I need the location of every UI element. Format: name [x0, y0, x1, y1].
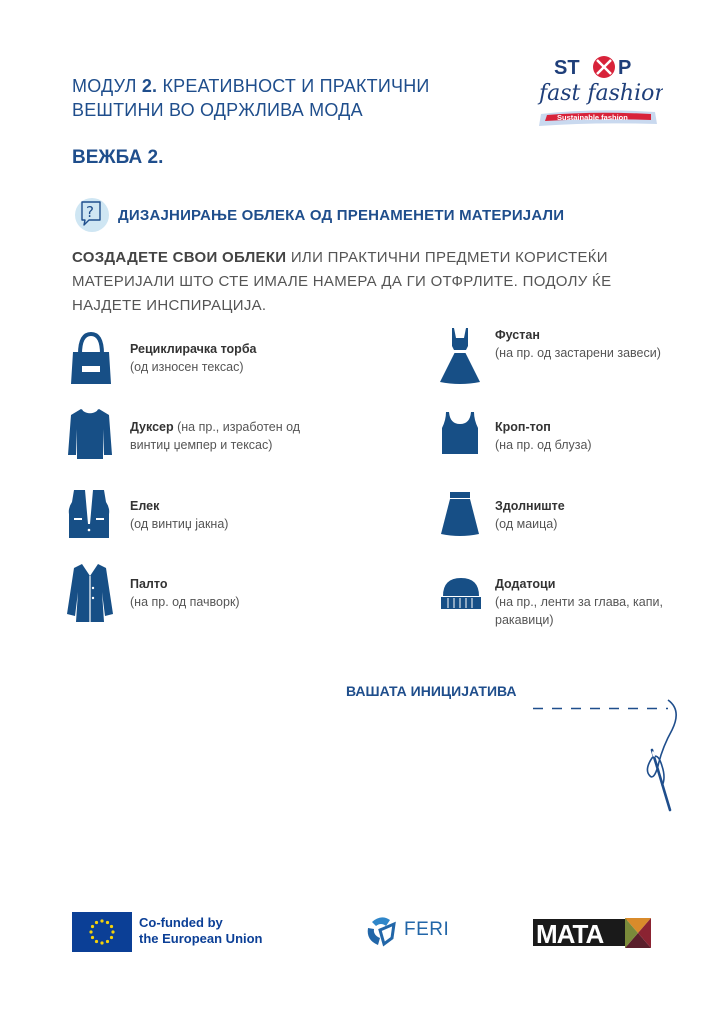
item-vest: Елек (од винтиџ јакна)	[130, 499, 229, 531]
section-title: ДИЗАЈНИРАЊЕ ОБЛЕКА ОД ПРЕНАМЕНЕТИ МАТЕРИЈАЛИ	[118, 207, 565, 224]
module-title: МОДУЛ 2. КРЕАТИВНОСТ И ПРАКТИЧНИ ВЕШТИНИ ВО ОДРЖЛИВА МОДА	[72, 76, 430, 120]
item-sweater: Дуксер (на пр., изработен од винтиџ џемпер и тексас)	[130, 420, 301, 452]
item-coat: Палто (на пр. од пачворк)	[130, 577, 240, 609]
feri-logo-text: FERI	[404, 919, 450, 940]
logo-fast-fashion: fast fashion	[539, 81, 663, 106]
logo-ribbon-text: Sustainable fashion	[557, 113, 628, 122]
item-accessories: Додатоци (на пр., ленти за глава, капи, ракавици)	[495, 577, 663, 627]
logo-stop-text: ST	[554, 57, 580, 79]
eu-flag-icon	[72, 912, 132, 952]
initiative-label: ВАШАТА ИНИЦИЈАТИВА	[346, 683, 517, 699]
beanie-icon	[440, 574, 490, 634]
mata-logo	[533, 916, 651, 955]
logo-stop-end: P	[618, 57, 632, 79]
dress-icon	[438, 326, 488, 386]
vest-icon	[68, 488, 118, 548]
eu-cofunded-text: Co-funded by the European Union	[139, 915, 263, 946]
crop-top-icon	[440, 410, 490, 470]
needle-thread-icon	[628, 696, 688, 821]
tote-bag-icon	[70, 330, 120, 390]
item-skirt: Здолниште (од маица)	[495, 499, 565, 531]
question-bubble-icon	[72, 194, 112, 234]
intro-text: СОЗДАДЕТЕ СВОИ ОБЛЕКИ ИЛИ ПРАКТИЧНИ ПРЕДМЕТИ КОРИСТЕЌИ МАТЕРИЈАЛИ ШТО СТЕ ИМАЛЕ НАМЕРА ДА ГИ ОТФРЛИТЕ. ПОДОЛУ ЌЕ НАЈДЕТЕ ИНСПИРАЦИЈА.	[72, 249, 612, 314]
stop-fast-fashion-logo	[533, 52, 663, 136]
skirt-icon	[440, 490, 490, 550]
svg-text:?: ?	[86, 203, 94, 221]
coat-icon	[66, 562, 116, 622]
feri-logo-icon	[364, 912, 398, 948]
sweater-icon	[67, 405, 117, 465]
item-recycled-bag: Рециклирачка торба (од износен тексас)	[130, 342, 257, 374]
mata-text: MATA	[536, 919, 604, 949]
item-dress: Фустан (на пр. од застарени завеси)	[495, 328, 661, 360]
item-crop-top: Кроп-топ (на пр. од блуза)	[495, 420, 592, 452]
exercise-title: ВЕЖБА 2.	[72, 147, 164, 168]
